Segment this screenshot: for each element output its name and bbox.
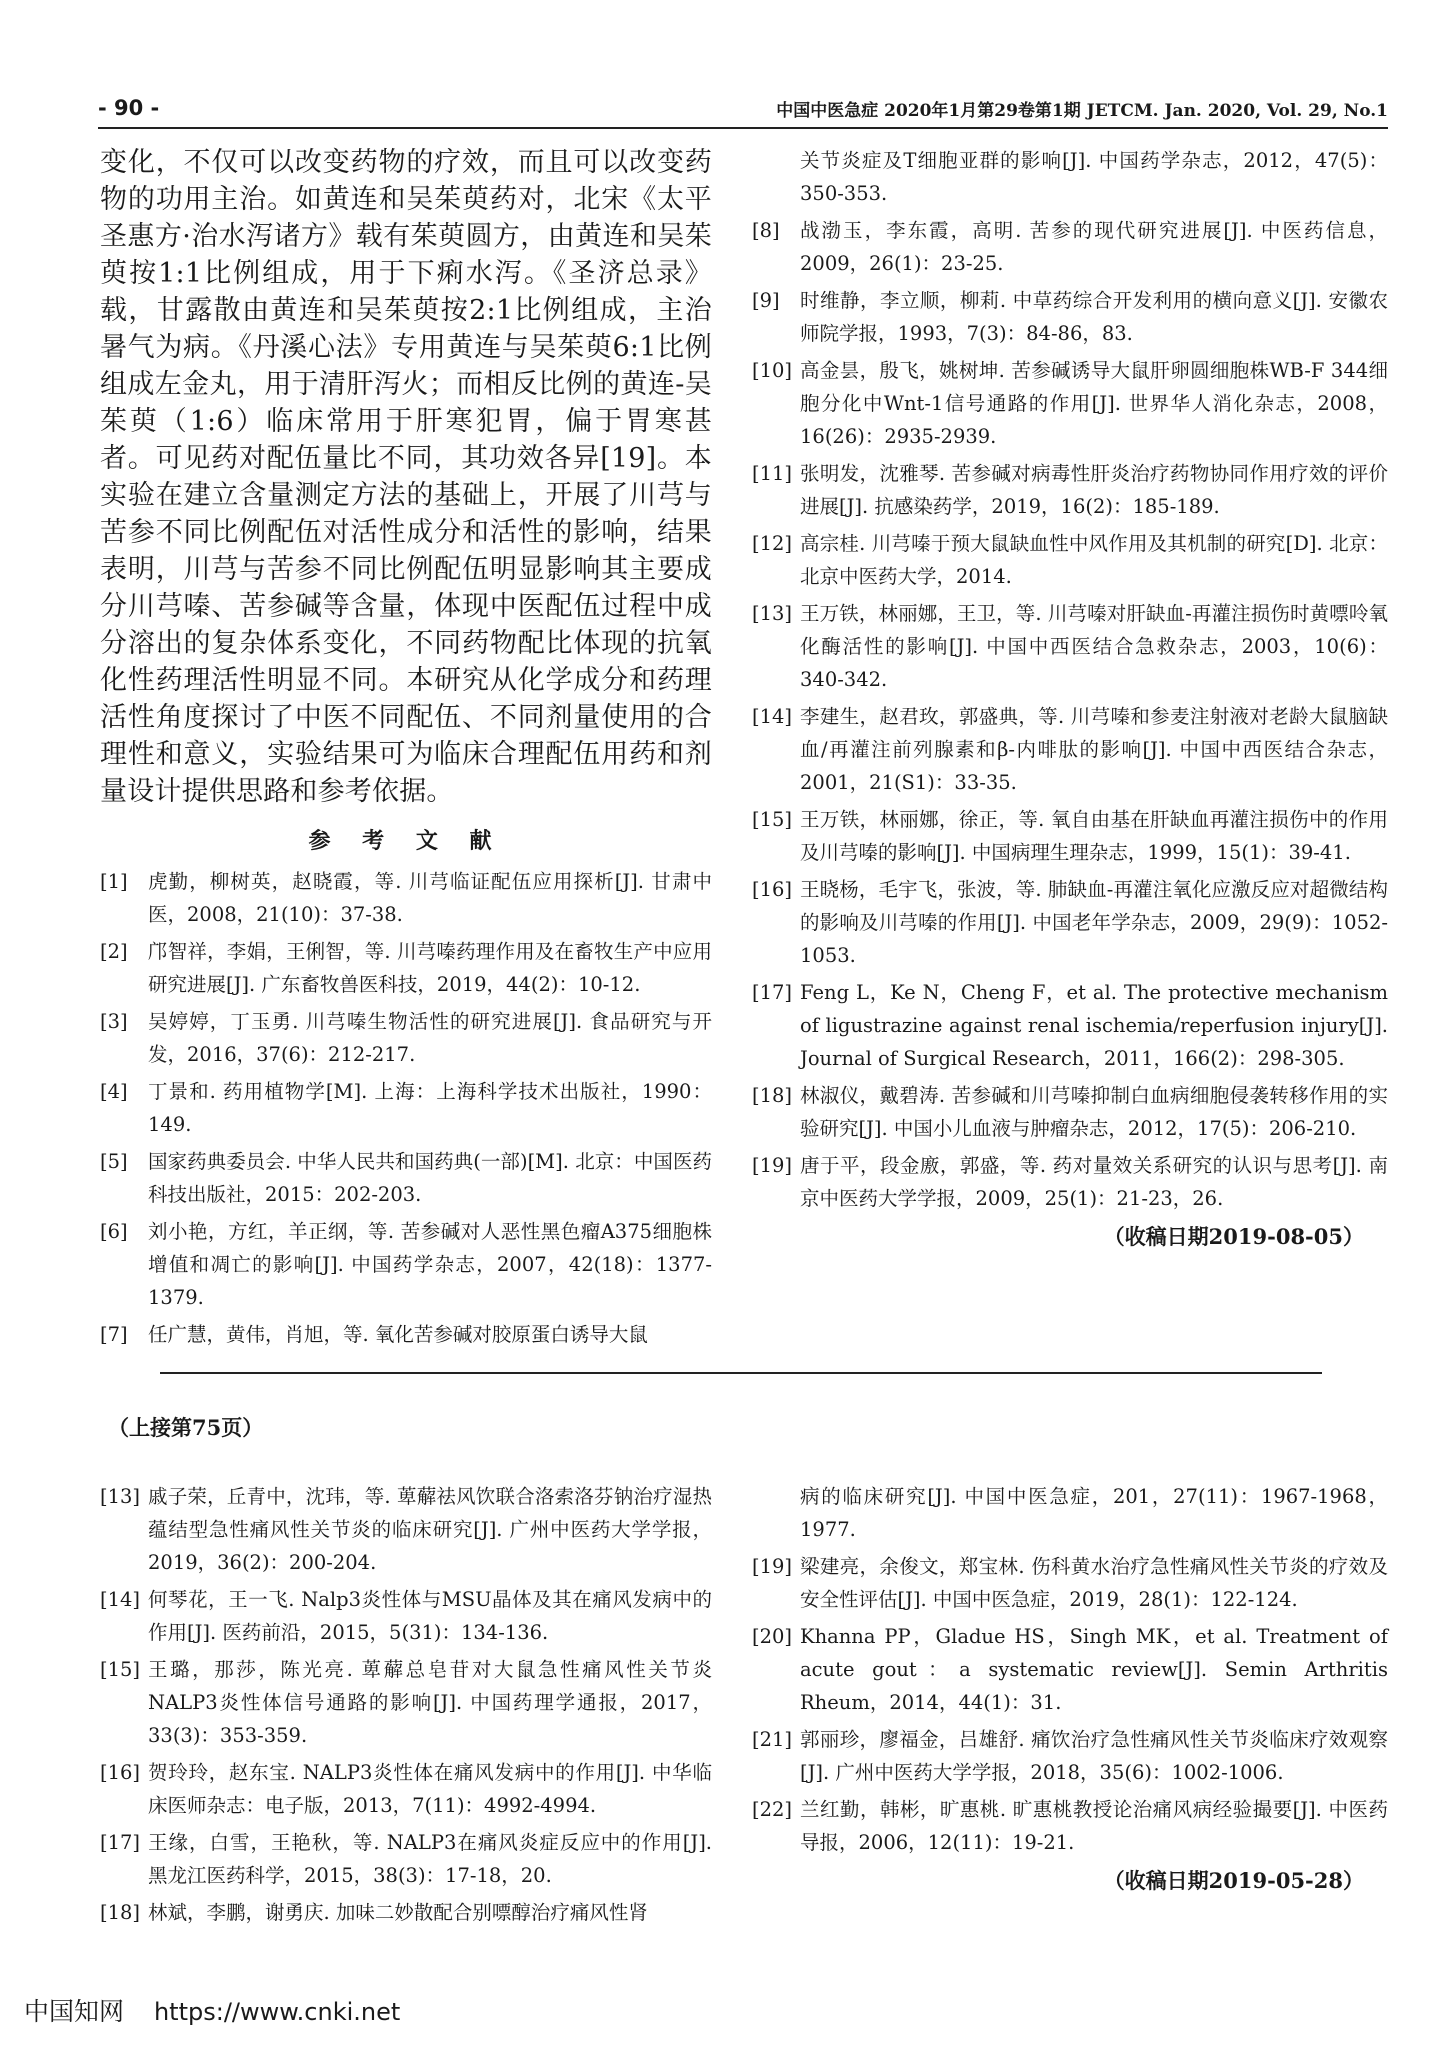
reference-item	[100, 865, 712, 931]
reference-item	[100, 1826, 712, 1892]
reference-number: [13]	[100, 1485, 141, 1508]
reference-number: [15]	[100, 1658, 141, 1681]
received-date: （收稿日期2019-05-28）	[1103, 1868, 1364, 1893]
reference-text: 林淑仪，戴碧涛. 苦参碱和川芎嗪抑制白血病细胞侵袭转移作用的实验研究[J]. 中国小儿血液与肿瘤杂志，2012，17(5)：206-210.	[800, 1084, 1388, 1140]
reference-number: [11]	[752, 462, 793, 485]
reference-item	[752, 1550, 1388, 1616]
reference-text: 王万铁，林丽娜，王卫，等. 川芎嗪对肝缺血-再灌注损伤时黄嘌呤氧化酶活性的影响[J]. 中国中西医结合急救杂志，2003，10(6)：340-342.	[800, 602, 1388, 691]
reference-number: [14]	[752, 705, 793, 728]
reference-item	[752, 284, 1388, 350]
reference-item	[752, 597, 1388, 696]
reference-item	[752, 873, 1388, 972]
reference-number: [20]	[752, 1625, 793, 1648]
reference-item	[100, 1653, 712, 1752]
bottom-left-column	[100, 1480, 712, 1933]
reference-item	[100, 1896, 712, 1929]
reference-number: [7]	[100, 1323, 128, 1346]
page-number: - 90 -	[98, 96, 160, 120]
reference-text: Khanna PP，Gladue HS，Singh MK，et al. Treatment of acute gout：a systematic review[J]. Semin Arthritis Rheum，2014，44(1)：31.	[800, 1625, 1388, 1714]
reference-text: 吴婷婷，丁玉勇. 川芎嗪生物活性的研究进展[J]. 食品研究与开发，2016，37(6)：212-217.	[148, 1010, 712, 1066]
reference-number: [3]	[100, 1010, 128, 1033]
bottom-right-reference-list	[752, 1550, 1388, 1859]
reference-item	[752, 1149, 1388, 1215]
reference-number: [1]	[100, 870, 128, 893]
reference-text: 任广慧，黄伟，肖旭，等. 氧化苦参碱对胶原蛋白诱导大鼠	[148, 1323, 648, 1346]
reference-number: [5]	[100, 1150, 128, 1173]
reference-number: [22]	[752, 1798, 793, 1821]
bottom-left-reference-list	[100, 1480, 712, 1929]
reference-number: [18]	[100, 1901, 141, 1924]
reference-item	[100, 1215, 712, 1314]
reference-text: 王璐，那莎，陈光亮. 萆薢总皂苷对大鼠急性痛风性关节炎NALP3炎性体信号通路的影响[J]. 中国药理学通报，2017，33(3)：353-359.	[148, 1658, 712, 1747]
reference-number: [21]	[752, 1728, 793, 1751]
reference-text: 戚子荣，丘青中，沈玮，等. 萆薢祛风饮联合洛索洛芬钠治疗湿热蕴结型急性痛风性关节炎的临床研究[J]. 广州中医药大学学报，2019，36(2)：200-204.	[148, 1485, 712, 1574]
references-title: 参 考 文 献	[308, 828, 504, 854]
top-right-reference-list	[752, 214, 1388, 1215]
reference-text: 王缘，白雪，王艳秋，等. NALP3在痛风炎症反应中的作用[J]. 黑龙江医药科学，2015，38(3)：17-18，20.	[148, 1831, 712, 1887]
reference-item	[752, 354, 1388, 453]
reference-number: [14]	[100, 1588, 141, 1611]
header-rule	[98, 127, 1388, 129]
reference-text: 时维静，李立顺，柳莉. 中草药综合开发利用的横向意义[J]. 安徽农师院学报，1993，7(3)：84-86，83.	[800, 289, 1388, 345]
reference-text: 林斌，李鹏，谢勇庆. 加味二妙散配合别嘌醇治疗痛风性肾	[148, 1901, 648, 1924]
reference-item	[100, 1318, 712, 1351]
reference-text: 李建生，赵君玫，郭盛典，等. 川芎嗪和参麦注射液对老龄大鼠脑缺血/再灌注前列腺素和β-内啡肽的影响[J]. 中国中西医结合杂志，2001，21(S1)：33-35.	[800, 705, 1388, 794]
reference-item	[100, 1075, 712, 1141]
reference-number: [19]	[752, 1154, 793, 1177]
reference-number: [6]	[100, 1220, 128, 1243]
reference-item	[752, 527, 1388, 593]
section-divider	[160, 1372, 1322, 1374]
reference-number: [10]	[752, 359, 793, 382]
bottom-right-column	[752, 1480, 1388, 1895]
reference-number: [17]	[100, 1831, 141, 1854]
reference-number: [9]	[752, 289, 780, 312]
reference-text: 贺玲玲，赵东宝. NALP3炎性体在痛风发病中的作用[J]. 中华临床医师杂志：电子版，2013，7(11)：4992-4994.	[148, 1761, 712, 1817]
reference-number: [2]	[100, 940, 128, 963]
reference-item	[100, 1005, 712, 1071]
page-header	[98, 96, 1388, 126]
reference-item	[752, 1620, 1388, 1719]
received-date: （收稿日期2019-08-05）	[1103, 1224, 1364, 1249]
journal-citation: 中国中医急症 2020年1月第29卷第1期 JETCM. Jan. 2020, Vol. 29, No.1	[776, 101, 1388, 121]
reference-number: [4]	[100, 1080, 128, 1103]
reference-item	[100, 1756, 712, 1822]
reference-text: 王万铁，林丽娜，徐正，等. 氧自由基在肝缺血再灌注损伤中的作用及川芎嗪的影响[J]. 中国病理生理杂志，1999，15(1)：39-41.	[800, 808, 1388, 864]
reference-continuation: 病的临床研究[J]. 中国中医急症，201，27(11)：1967-1968，1977.	[800, 1485, 1388, 1541]
reference-number: [8]	[752, 219, 780, 242]
reference-item	[752, 803, 1388, 869]
reference-text: 张明发，沈雅琴. 苦参碱对病毒性肝炎治疗药物协同作用疗效的评价进展[J]. 抗感染药学，2019，16(2)：185-189.	[800, 462, 1388, 518]
top-left-reference-list	[100, 865, 712, 1351]
reference-item	[752, 700, 1388, 799]
reference-item	[100, 1145, 712, 1211]
reference-text: 虎勤，柳树英，赵晓霞，等. 川芎临证配伍应用探析[J]. 甘肃中医，2008，21(10)：37-38.	[148, 870, 712, 926]
reference-number: [15]	[752, 808, 793, 831]
reference-number: [18]	[752, 1084, 793, 1107]
body-paragraph: 变化，不仅可以改变药物的疗效，而且可以改变药物的功用主治。如黄连和吴茱萸药对，北宋《太平圣惠方·治水泻诸方》载有茱萸圆方，由黄连和吴茱萸按1:1比例组成，用于下痢水泻。《圣济总录》载，甘露散由黄连和吴茱萸按2:1比例组成，主治暑气为病。《丹溪心法》专用黄连与吴茱萸6:1比例组成左金丸，用于清肝泻火；而相反比例的黄连-吴茱萸（1:6）临床常用于肝寒犯胃，偏于胃寒甚者。可见药对配伍量比不同，其功效各异[19]。本实验在建立含量测定方法的基础上，开展了川芎与苦参不同比例配伍对活性成分和活性的影响，结果表明，川芎与苦参不同比例配伍明显影响其主要成分川芎嗪、苦参碱等含量，体现中医配伍过程中成分溶出的复杂体系变化，不同药物配比体现的抗氧化性药理活性明显不同。本研究从化学成分和药理活性角度探讨了中医不同配伍、不同剂量使用的合理性和意义，实验结果可为临床合理配伍用药和剂量设计提供思路和参考依据。	[100, 147, 712, 807]
reference-text: 梁建亮，余俊文，郑宝林. 伤科黄水治疗急性痛风性关节炎的疗效及安全性评估[J]. 中国中医急症，2019，28(1)：122-124.	[800, 1555, 1388, 1611]
reference-item	[752, 214, 1388, 280]
reference-text: 战渤玉，李东霞，高明. 苦参的现代研究进展[J]. 中医药信息，2009，26(1)：23-25.	[800, 219, 1388, 275]
reference-text: 刘小艳，方红，羊正纲，等. 苦参碱对人恶性黑色瘤A375细胞株增值和凋亡的影响[J]. 中国药学杂志，2007，42(18)：1377-1379.	[148, 1220, 712, 1309]
cnki-brand: 中国知网	[24, 1997, 125, 2026]
reference-item	[100, 1480, 712, 1579]
reference-number: [12]	[752, 532, 793, 555]
reference-number: [16]	[100, 1761, 141, 1784]
reference-text: 兰红勤，韩彬，旷惠桃. 旷惠桃教授论治痛风病经验撮要[J]. 中医药导报，2006，12(11)：19-21.	[800, 1798, 1388, 1854]
reference-item	[100, 935, 712, 1001]
reference-text: 邝智祥，李娟，王俐智，等. 川芎嗪药理作用及在畜牧生产中应用研究进展[J]. 广东畜牧兽医科技，2019，44(2)：10-12.	[148, 940, 712, 996]
reference-item	[100, 1583, 712, 1649]
reference-number: [16]	[752, 878, 793, 901]
reference-text: 王晓杨，毛宇飞，张波，等. 肺缺血-再灌注氧化应激反应对超微结构的影响及川芎嗪的作用[J]. 中国老年学杂志，2009，29(9)：1052-1053.	[800, 878, 1388, 967]
reference-text: 郭丽珍，廖福金，吕雄舒. 痛饮治疗急性痛风性关节炎临床疗效观察[J]. 广州中医药大学学报，2018，35(6)：1002-1006.	[800, 1728, 1388, 1784]
reference-item	[752, 1793, 1388, 1859]
reference-text: 国家药典委员会. 中华人民共和国药典(一部)[M]. 北京：中国医药科技出版社，2015：202-203.	[148, 1150, 712, 1206]
top-right-column	[752, 144, 1388, 1251]
reference-item	[752, 457, 1388, 523]
reference-text: Feng L，Ke N，Cheng F，et al. The protective mechanism of ligustrazine against renal ischemia/reperfusion injury[J]. Journal of Surgical Research，2011，166(2)：298-305.	[800, 981, 1388, 1070]
reference-continuation: 关节炎症及T细胞亚群的影响[J]. 中国药学杂志，2012，47(5)：350-353.	[800, 149, 1388, 205]
reference-item	[752, 976, 1388, 1075]
top-left-column	[100, 144, 712, 1355]
reference-text: 丁景和. 药用植物学[M]. 上海：上海科学技术出版社，1990：149.	[148, 1080, 712, 1136]
reference-number: [17]	[752, 981, 793, 1004]
cnki-url[interactable]: https://www.cnki.net	[153, 1998, 401, 2026]
reference-text: 高金昙，殷飞，姚树坤. 苦参碱诱导大鼠肝卵圆细胞株WB-F 344细胞分化中Wnt-1信号通路的作用[J]. 世界华人消化杂志，2008，16(26)：2935-2939.	[800, 359, 1388, 448]
reference-item	[752, 1723, 1388, 1789]
reference-number: [13]	[752, 602, 793, 625]
continued-from-note: （上接第75页）	[108, 1415, 264, 1440]
footer-watermark	[24, 1992, 400, 2028]
reference-item	[752, 1079, 1388, 1145]
reference-text: 何琴花，王一飞. Nalp3炎性体与MSU晶体及其在痛风发病中的作用[J]. 医药前沿，2015，5(31)：134-136.	[148, 1588, 712, 1644]
reference-text: 高宗桂. 川芎嗪于预大鼠缺血性中风作用及其机制的研究[D]. 北京：北京中医药大学，2014.	[800, 532, 1388, 588]
reference-text: 唐于平，段金廒，郭盛，等. 药对量效关系研究的认识与思考[J]. 南京中医药大学学报，2009，25(1)：21-23，26.	[800, 1154, 1388, 1210]
reference-number: [19]	[752, 1555, 793, 1578]
